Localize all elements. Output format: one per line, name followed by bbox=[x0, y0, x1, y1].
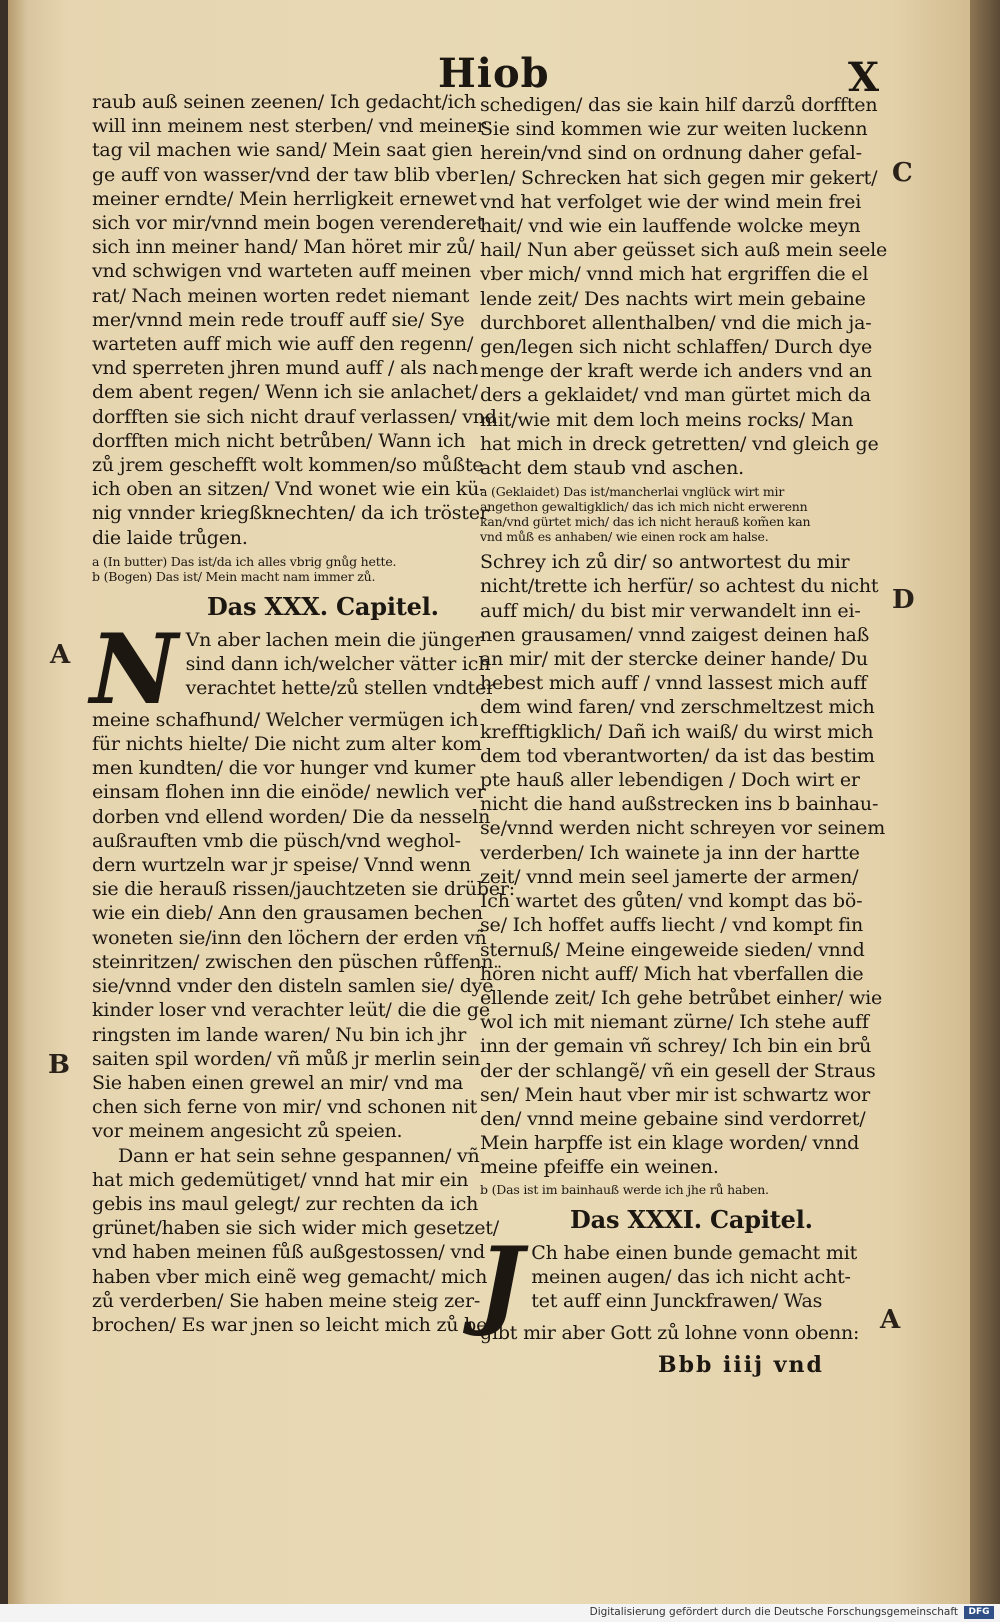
text-line: zů verderben/ Sie haben meine steig zer- bbox=[92, 1289, 481, 1312]
text-line: zeit/ vnnd mein seel jamerte der armen/ bbox=[480, 865, 859, 888]
right-text-mid bbox=[480, 550, 886, 1179]
text-line: dorfften mich nicht betrůben/ Wann ich bbox=[92, 429, 466, 452]
text-line: vor meinem angesicht zů speien. bbox=[92, 1120, 403, 1143]
text-line: Sie haben einen grewel an mir/ vnd ma bbox=[92, 1071, 464, 1094]
text-line: hören nicht auff/ Mich hat vberfallen die bbox=[480, 962, 864, 985]
text-line: die laide trůgen. bbox=[92, 526, 248, 549]
text-line: Mein harpffe ist ein klage worden/ vnnd bbox=[480, 1132, 860, 1155]
text-line: len/ Schrecken hat sich gegen mir gekert/ bbox=[480, 166, 878, 189]
text-line: vnd hat verfolget wie der wind mein frei bbox=[480, 190, 862, 213]
text-line: den/ vnnd meine gebaine sind verdorret/ bbox=[480, 1107, 866, 1130]
text-line: meiner erndte/ Mein herrligkeit ernewet bbox=[92, 187, 477, 210]
text-line: dorben vnd ellend worden/ Die da nesseln bbox=[92, 805, 491, 828]
left-footnotes bbox=[92, 554, 482, 584]
text-line: zů jrem geschefft wolt kommen/so můßte bbox=[92, 454, 484, 477]
text-line: chen sich ferne von mir/ vnd schonen nit bbox=[92, 1096, 478, 1119]
decorated-initial-n: N bbox=[90, 612, 178, 726]
text-line: raub auß seinen zeenen/ Ich gedacht/ich bbox=[92, 91, 477, 113]
text-line: meinen augen/ das ich nicht acht- bbox=[531, 1265, 851, 1288]
text-line: sen/ Mein haut vber mir ist schwartz wor bbox=[480, 1083, 870, 1106]
text-line: dem abent regen/ Wenn ich sie anlachet/ bbox=[92, 381, 478, 404]
text-line: vnd haben meinen fůß außgestossen/ vnd bbox=[92, 1241, 485, 1264]
text-line: warteten auff mich wie auff den regenn/ bbox=[92, 333, 474, 356]
text-line: Ch habe einen bunde gemacht mit bbox=[531, 1241, 858, 1264]
chapter-heading-31: Das XXXI. Capitel. bbox=[570, 1204, 813, 1234]
text-line: ge auff von wasser/vnd der taw blib vber bbox=[92, 163, 479, 186]
text-line: dem tod vberantworten/ da ist das bestim bbox=[480, 744, 875, 767]
text-line: hat mich gedemütiget/ vnnd hat mir ein bbox=[92, 1168, 469, 1191]
text-line: Schrey ich zů dir/ so antwortest du mir bbox=[480, 551, 850, 574]
text-line: wie ein dieb/ Ann den grausamen bechen bbox=[92, 902, 483, 925]
text-line: se/vnnd werden nicht schreyen vor seinem bbox=[480, 817, 886, 840]
folio-number: X bbox=[848, 54, 880, 101]
text-line: grünet/haben sie sich wider mich gesetzet/ bbox=[92, 1217, 499, 1240]
margin-letter-a-right: A bbox=[880, 1305, 901, 1335]
right-footnote-b: b (Das ist im bainhauß werde ich jhe rů haben. bbox=[480, 1181, 769, 1197]
text-line: se/ Ich hoffet auffs liecht / vnd kompt fin bbox=[480, 914, 864, 937]
right-text-top bbox=[480, 93, 888, 480]
text-line: vber mich/ vnnd mich hat ergriffen die el bbox=[480, 263, 869, 286]
text-line: durchboret allenthalben/ vnd die mich ja- bbox=[480, 311, 872, 334]
right-last-line: gibt mir aber Gott zů lohne vonn obenn: bbox=[480, 1321, 860, 1344]
text-line: a (Geklaidet) Das ist/mancherlai vnglück wirt mir bbox=[480, 484, 785, 500]
margin-letter-b: B bbox=[48, 1050, 70, 1080]
text-line: einsam flohen inn die einöde/ newlich ver bbox=[92, 781, 486, 804]
running-title: Hiob bbox=[438, 50, 550, 97]
text-line: nicht/trette ich herfür/ so achtest du nicht bbox=[480, 575, 879, 598]
text-line: außrauften vmb die püsch/vnd weghol- bbox=[92, 829, 461, 852]
text-line: pte hauß aller lebendigen / Doch wirt er bbox=[480, 769, 860, 792]
text-line: vnd můß es anhaben/ wie einen rock am halse. bbox=[480, 529, 769, 545]
decorated-initial-j: J bbox=[478, 1225, 524, 1339]
footer-bar bbox=[0, 1604, 1000, 1622]
text-line: gebis ins maul gelegt/ zur rechten da ich bbox=[92, 1192, 479, 1215]
text-line: dorfften sie sich nicht drauf verlassen/ vnd bbox=[92, 405, 497, 428]
text-line: sind dann ich/welcher vätter ich bbox=[185, 653, 491, 676]
text-line: ringsten im lande waren/ Nu bin ich jhr bbox=[92, 1023, 467, 1046]
text-line: gen/legen sich nicht schlaffen/ Durch dye bbox=[480, 336, 873, 359]
text-line: schedigen/ das sie kain hilf darzů dorfften bbox=[480, 94, 878, 116]
text-line: menge der kraft werde ich anders vnd an bbox=[480, 360, 872, 383]
text-line: woneten sie/inn den löchern der erden vñ bbox=[92, 926, 487, 949]
text-line: Ich wartet des gůten/ vnd kompt das bö- bbox=[480, 890, 863, 913]
text-line: ich oben an sitzen/ Vnd wonet wie ein kü- bbox=[92, 478, 486, 501]
text-line: der der schlangẽ/ vñ ein gesell der Straus bbox=[480, 1059, 876, 1082]
text-line: dem wind faren/ vnd zerschmeltzest mich bbox=[480, 696, 875, 719]
text-line: ders a geklaidet/ vnd man gürtet mich da bbox=[480, 384, 871, 407]
text-line: a (In butter) Das ist/da ich alles vbrig gnůg hette. bbox=[92, 553, 397, 569]
left-column bbox=[90, 90, 515, 1337]
margin-letter-a-left: A bbox=[50, 640, 71, 670]
text-line: krefftigklich/ Dañ ich waiß/ du wirst mich bbox=[480, 720, 874, 743]
margin-letter-c: C bbox=[892, 158, 913, 188]
right-footnote-a bbox=[480, 484, 875, 544]
text-line: acht dem staub vnd aschen. bbox=[480, 457, 744, 480]
text-line: nicht die hand außstrecken ins b bainhau- bbox=[480, 793, 879, 816]
text-line: inn der gemain vñ schrey/ Ich bin ein brů bbox=[480, 1035, 872, 1058]
text-line: rat/ Nach meinen worten redet niemant bbox=[92, 284, 470, 307]
text-line: meine pfeiffe ein weinen. bbox=[480, 1156, 719, 1179]
text-line: nen grausamen/ vnnd zaigest deinen haß bbox=[480, 623, 870, 646]
text-line: saiten spil worden/ vñ můß jr merlin sein bbox=[92, 1047, 481, 1070]
text-line: nig vnnder kriegßknechten/ da ich tröster bbox=[92, 502, 489, 525]
dfg-logo: DFG bbox=[964, 1606, 994, 1619]
book-page bbox=[8, 0, 970, 1604]
footer-credit: Digitalisierung gefördert durch die Deutsche Forschungsgemeinschaft bbox=[589, 1606, 958, 1618]
text-line: verderben/ Ich wainete ja inn der hartte bbox=[480, 841, 860, 864]
chapter-heading-30: Das XXX. Capitel. bbox=[207, 591, 439, 621]
text-line: mer/vnnd mein rede trouff auff sie/ Sye bbox=[92, 308, 465, 331]
text-line: tag vil machen wie sand/ Mein saat gien bbox=[92, 139, 473, 162]
initial-lines-right bbox=[480, 1241, 875, 1314]
text-line: kan/vnd gürtet mich/ das ich nicht herauß kom̃en kan bbox=[480, 514, 811, 530]
text-line: an mir/ mit der stercke deiner hande/ Du bbox=[480, 648, 868, 671]
text-line: vnd sperreten jhren mund auff / als nach bbox=[92, 357, 479, 380]
left-text-para2 bbox=[92, 1144, 499, 1338]
text-line: sich inn meiner hand/ Man höret mir zů/ bbox=[92, 236, 475, 259]
text-line: lende zeit/ Des nachts wirt mein gebaine bbox=[480, 287, 866, 310]
text-line: für nichts hielte/ Die nicht zum alter kom bbox=[92, 733, 482, 756]
text-line: haben vber mich einẽ weg gemacht/ mich bbox=[92, 1265, 488, 1288]
text-line: Vn aber lachen mein die jünger bbox=[185, 628, 484, 651]
text-line: kinder loser vnd verachter leüt/ die die ge bbox=[92, 999, 490, 1022]
text-line: sternuß/ Meine eingeweide sieden/ vnnd bbox=[480, 938, 865, 961]
text-line: angethon gewaltigklich/ das ich mich nicht erwerenn bbox=[480, 499, 808, 515]
text-line: brochen/ Es war jnen so leicht mich zů be- bbox=[92, 1313, 494, 1336]
text-line: dern wurtzeln war jr speise/ Vnnd wenn bbox=[92, 854, 471, 877]
text-line: steinritzen/ zwischen den püschen růffenn bbox=[92, 950, 494, 973]
text-line: Dann er hat sein sehne gespannen/ vñ bbox=[118, 1144, 480, 1167]
right-column bbox=[478, 93, 888, 1345]
text-line: auff mich/ du bist mir verwandelt inn ei- bbox=[480, 599, 861, 622]
text-line: herein/vnd sind on ordnung daher gefal- bbox=[480, 142, 862, 165]
text-line: sie die herauß rissen/jauchtzeten sie drüber: bbox=[92, 878, 515, 901]
margin-letter-d: D bbox=[892, 585, 915, 615]
text-line: meine schafhund/ Welcher vermügen ich bbox=[92, 708, 479, 731]
text-line: hebest mich auff / vnnd lassest mich auff bbox=[480, 672, 867, 695]
text-line: will inn meinem nest sterben/ vnd meiner bbox=[92, 115, 486, 138]
text-line: hait/ vnd wie ein lauffende wolcke meyn bbox=[480, 215, 861, 238]
text-line: sie/vnnd vnder den disteln samlen sie/ dye bbox=[92, 975, 494, 998]
catchword: Bbb iiij vnd bbox=[658, 1352, 824, 1378]
text-line: Sie sind kommen wie zur weiten luckenn bbox=[480, 118, 868, 141]
text-line: tet auff einn Junckfrawen/ Was bbox=[531, 1289, 823, 1312]
text-line: sich vor mir/vnnd mein bogen verenderet bbox=[92, 212, 485, 235]
text-line: mit/wie mit dem loch meins rocks/ Man bbox=[480, 408, 854, 431]
text-line: hail/ Nun aber geüsset sich auß mein seele bbox=[480, 239, 888, 262]
left-text-body bbox=[92, 708, 515, 1144]
left-text-top bbox=[92, 90, 497, 550]
text-line: men kundten/ die vor hunger vnd kumer bbox=[92, 757, 476, 780]
text-line: b (Bogen) Das ist/ Mein macht nam immer zů. bbox=[92, 568, 376, 584]
page-edge bbox=[970, 0, 1000, 1604]
text-line: wol ich mit niemant zürne/ Ich stehe auff bbox=[480, 1011, 869, 1034]
text-line: verachtet hette/zů stellen vndter bbox=[185, 677, 495, 700]
text-line: ellende zeit/ Ich gehe betrůbet einher/ wie bbox=[480, 986, 883, 1009]
text-line: hat mich in dreck getretten/ vnd gleich ge bbox=[480, 432, 879, 455]
text-line: vnd schwigen vnd warteten auff meinen bbox=[92, 260, 472, 283]
